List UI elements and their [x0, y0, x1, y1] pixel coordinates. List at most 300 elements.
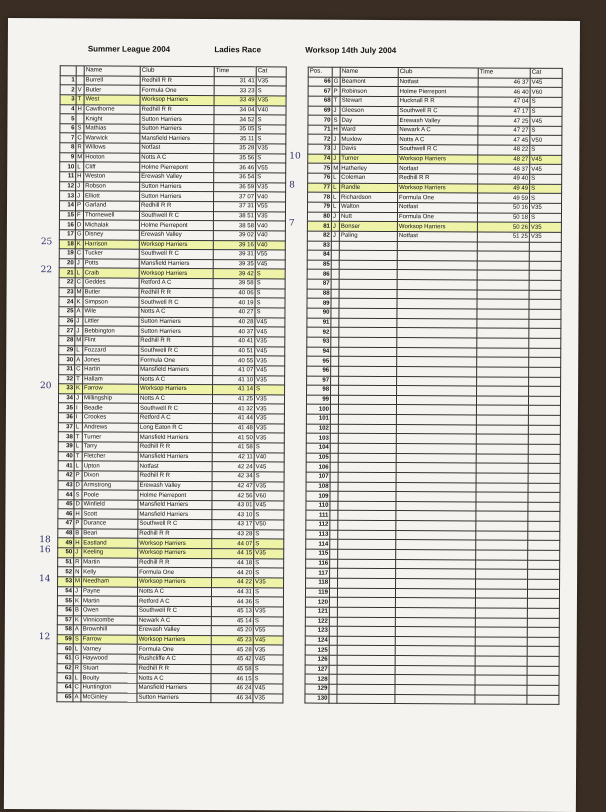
name-cell: Millingship	[82, 394, 138, 404]
club-cell	[396, 540, 476, 550]
cat-cell	[529, 338, 561, 348]
pos-cell: 56	[57, 606, 73, 616]
initial-cell: R	[73, 664, 81, 674]
pos-cell: 115	[306, 549, 330, 559]
time-cell: 47 25	[478, 116, 530, 126]
club-cell: Worksop Harriers	[138, 539, 212, 549]
time-cell: 42 47	[212, 481, 254, 491]
cat-cell	[527, 656, 559, 666]
cat-cell: S	[253, 616, 283, 626]
initial-cell: C	[75, 278, 83, 288]
name-cell: Needham	[82, 577, 138, 587]
name-cell	[339, 366, 397, 376]
time-cell: 50 18	[477, 213, 529, 223]
time-cell: 40 51	[213, 346, 255, 356]
name-cell	[338, 511, 396, 521]
time-cell	[476, 473, 528, 483]
pos-cell: 86	[307, 270, 331, 280]
pos-cell: 113	[306, 530, 330, 540]
pos-cell: 68	[308, 96, 332, 106]
pos-cell: 64	[57, 683, 73, 693]
club-cell: Redhill R R	[138, 442, 212, 452]
name-cell: Beadle	[82, 403, 138, 413]
club-cell: Southwell R C	[137, 606, 211, 616]
club-cell: Worksop Harriers	[397, 222, 477, 232]
club-cell	[397, 280, 477, 290]
pos-cell: 112	[306, 520, 330, 530]
cat-cell	[528, 463, 560, 473]
initial-cell	[330, 511, 338, 521]
name-cell: Farrow	[83, 384, 139, 394]
time-cell	[475, 675, 527, 685]
cat-cell	[528, 454, 560, 464]
pos-cell: 14	[59, 201, 75, 211]
cat-cell: S	[254, 472, 284, 482]
name-cell	[338, 520, 396, 530]
club-cell: Erewash Valley	[140, 172, 214, 182]
pos-cell: 118	[306, 578, 330, 588]
initial-cell: S	[332, 115, 340, 125]
initial-cell	[330, 395, 338, 405]
club-cell: Sutton Harriers	[140, 114, 214, 124]
initial-cell: J	[75, 317, 83, 327]
time-cell	[476, 396, 528, 406]
pos-cell: 19	[59, 249, 75, 259]
cat-cell: V45	[254, 462, 284, 472]
cat-cell: V35	[529, 232, 561, 242]
pos-cell: 31	[59, 365, 75, 375]
club-cell	[397, 289, 477, 299]
initial-cell: C	[75, 365, 83, 375]
club-cell: Redhill R R	[138, 529, 212, 539]
pos-cell: 110	[306, 501, 330, 511]
time-cell	[477, 376, 529, 386]
cat-cell: V50	[254, 520, 284, 530]
time-cell	[477, 357, 529, 367]
name-cell: Martin	[81, 596, 137, 606]
club-cell: Notfast	[140, 143, 214, 153]
pos-cell: 30	[59, 355, 75, 365]
pos-cell: 96	[307, 366, 331, 376]
cat-cell	[528, 579, 560, 589]
cat-cell	[529, 261, 561, 271]
initial-cell	[331, 279, 339, 289]
pos-cell: 98	[307, 385, 331, 395]
name-cell: Varney	[81, 644, 137, 654]
name-cell	[339, 260, 397, 270]
club-cell: Notts A C	[137, 587, 211, 597]
name-cell	[337, 617, 395, 627]
name-cell: Mathias	[84, 124, 140, 134]
cat-cell	[529, 329, 561, 339]
pos-cell: 104	[306, 443, 330, 453]
club-cell	[396, 472, 476, 482]
time-cell: 41 44	[212, 414, 254, 424]
cat-cell: V40	[255, 231, 285, 241]
club-cell: Notfast	[397, 203, 477, 213]
name-cell: Elliott	[84, 191, 140, 201]
pos-cell: 72	[308, 135, 332, 145]
pos-cell: 101	[306, 414, 330, 424]
initial-cell: G	[333, 78, 339, 85]
pos-cell: 114	[306, 539, 330, 549]
name-cell: Bonser	[339, 221, 397, 231]
pos-cell: 2	[60, 85, 76, 95]
name-cell	[338, 472, 396, 482]
name-cell	[339, 241, 397, 251]
club-cell	[395, 646, 475, 656]
time-cell: 41 14	[213, 385, 255, 395]
pos-cell: 59	[57, 635, 73, 645]
cat-cell	[529, 280, 561, 290]
name-cell: Durance	[82, 519, 138, 529]
initial-cell	[330, 453, 338, 463]
cat-cell: S	[254, 568, 284, 578]
pos-cell: 50	[58, 548, 74, 558]
initial-cell	[329, 636, 337, 646]
initial-cell	[76, 114, 84, 124]
initial-cell: H	[76, 172, 84, 182]
time-cell	[476, 454, 528, 464]
initial-cell: J	[76, 191, 84, 201]
cat-cell: V60	[254, 491, 284, 501]
time-cell	[475, 608, 527, 618]
initial-cell: N	[74, 567, 82, 577]
cat-cell	[528, 425, 560, 435]
pos-cell: 5	[60, 114, 76, 124]
pos-cell: 84	[307, 250, 331, 260]
time-cell: 43 28	[212, 529, 254, 539]
initial-cell	[331, 270, 339, 280]
results-table-left	[56, 65, 286, 703]
name-cell: Disney	[83, 230, 139, 240]
name-cell	[337, 626, 395, 636]
name-cell: Garland	[83, 201, 139, 211]
time-cell	[475, 637, 527, 647]
name-cell: Andrews	[82, 423, 138, 433]
cat-cell: V45	[530, 116, 562, 126]
club-cell	[396, 453, 476, 463]
time-cell	[476, 483, 528, 493]
name-cell: Hooton	[84, 153, 140, 163]
initial-cell	[329, 655, 337, 665]
time-cell: 40 37	[213, 327, 255, 337]
club-cell	[396, 511, 476, 521]
club-cell	[397, 299, 477, 309]
time-cell: 45 20	[211, 626, 253, 636]
cat-cell	[528, 502, 560, 512]
time-cell: 35 11	[214, 134, 256, 144]
initial-cell: A	[75, 307, 83, 317]
time-cell: 44 07	[212, 539, 254, 549]
time-cell: 43 17	[212, 520, 254, 530]
pos-cell: 32	[59, 374, 75, 384]
name-cell: Winfield	[82, 500, 138, 510]
pos-cell: 100	[306, 404, 330, 414]
initial-cell	[329, 626, 337, 636]
pos-cell: 58	[57, 625, 73, 635]
cat-cell	[527, 598, 559, 608]
name-cell: Kelly	[82, 567, 138, 577]
cat-cell: S	[256, 173, 286, 183]
initial-cell: B	[74, 529, 82, 539]
pos-cell: 127	[305, 665, 329, 675]
pos-cell: 116	[306, 559, 330, 569]
initial-cell	[331, 327, 339, 337]
col-time: Time	[478, 68, 530, 78]
results-table-right	[304, 67, 562, 706]
table-row	[57, 692, 283, 703]
pos-cell: 51	[58, 557, 74, 567]
club-cell: Southwell R C	[138, 404, 212, 414]
pos-cell: 38	[58, 432, 74, 442]
initial-cell: D	[74, 500, 82, 510]
club-cell: Redhill R R	[137, 664, 211, 674]
club-cell: Erewash Valley	[137, 625, 211, 635]
cat-cell	[528, 570, 560, 580]
club-cell: Southwell R C	[139, 211, 213, 221]
pos-cell: 40	[58, 451, 74, 461]
club-cell	[397, 357, 477, 367]
club-cell	[397, 318, 477, 328]
pos-cell: 36	[58, 413, 74, 423]
club-cell	[396, 492, 476, 502]
race-title: Ladies Race	[214, 45, 262, 55]
name-cell: Paling	[339, 231, 397, 241]
name-cell: Butler	[84, 85, 140, 95]
time-cell	[477, 328, 529, 338]
pos-cell: 1	[60, 75, 76, 85]
time-cell	[477, 348, 529, 358]
initial-cell	[329, 646, 337, 656]
pos-cell: 79	[307, 202, 331, 212]
name-cell: Butler	[83, 288, 139, 298]
pos-cell: 121	[305, 607, 329, 617]
pos-cell: 88	[307, 289, 331, 299]
club-cell: Redhill R R	[139, 201, 213, 211]
club-cell: Erewash Valley	[139, 230, 213, 240]
time-cell: 46 15	[211, 674, 253, 684]
time-cell: 34 04	[214, 105, 256, 115]
cat-cell: V35	[253, 645, 283, 655]
cat-cell	[529, 367, 561, 377]
time-cell	[477, 367, 529, 377]
time-cell: 40 19	[213, 298, 255, 308]
cat-cell	[527, 676, 559, 686]
name-cell: Muxlow	[340, 135, 398, 145]
pos-cell: 77	[308, 183, 332, 193]
name-cell	[337, 588, 395, 598]
name-cell	[339, 279, 397, 289]
name-cell: Tarry	[82, 442, 138, 452]
table-row	[305, 694, 559, 705]
initial-cell: T	[75, 374, 83, 384]
initial-cell	[331, 308, 339, 318]
col-time: Time	[214, 67, 256, 77]
cat-cell: V35	[256, 182, 286, 192]
initial-cell: K	[73, 615, 81, 625]
name-cell: Walton	[339, 202, 397, 212]
pos-cell: 54	[57, 586, 73, 596]
pos-cell: 108	[306, 482, 330, 492]
initial-cell	[330, 549, 338, 559]
club-cell	[396, 424, 476, 434]
pos-cell: 123	[305, 626, 329, 636]
cat-cell: S	[256, 134, 286, 144]
cat-cell	[528, 444, 560, 454]
cat-cell	[527, 666, 559, 676]
initial-cell	[331, 299, 339, 309]
pos-cell: 35	[58, 403, 74, 413]
pos-cell: 97	[307, 376, 331, 386]
pos-cell: 83	[307, 241, 331, 251]
initial-cell: G	[76, 231, 82, 238]
cat-cell: V40	[255, 240, 285, 250]
handwritten-points: 16	[39, 545, 51, 556]
initial-cell	[330, 462, 338, 472]
initial-cell: C	[75, 249, 83, 259]
cat-cell	[528, 483, 560, 493]
name-cell: Eastland	[82, 538, 138, 548]
name-cell: Boulty	[81, 673, 137, 683]
name-cell: Robson	[84, 182, 140, 192]
club-cell: Notts A C	[139, 375, 213, 385]
club-cell: Notfast	[138, 461, 212, 471]
pos-cell: 28	[59, 336, 75, 346]
club-cell	[395, 598, 475, 608]
pos-cell: 128	[305, 674, 329, 684]
name-cell	[337, 684, 395, 694]
cat-cell	[528, 435, 560, 445]
name-cell: Fozzard	[83, 345, 139, 355]
name-cell	[337, 665, 395, 675]
club-cell: Worksop Harriers	[137, 635, 211, 645]
cat-cell	[529, 300, 561, 310]
time-cell: 36 59	[214, 182, 256, 192]
name-cell: Robinson	[340, 87, 398, 97]
name-cell	[339, 347, 397, 357]
initial-cell: H	[76, 104, 84, 114]
time-cell	[477, 280, 529, 290]
pos-cell: 11	[60, 172, 76, 182]
cat-cell	[527, 608, 559, 618]
handwritten-points: 22	[40, 265, 53, 276]
pos-cell: 48	[58, 529, 74, 539]
time-cell	[476, 502, 528, 512]
pos-cell: 73	[308, 144, 332, 154]
pos-cell: 99	[306, 395, 330, 405]
cat-cell: V35	[529, 203, 561, 213]
time-cell: 41 58	[212, 443, 254, 453]
cat-cell	[529, 309, 561, 319]
col-initial	[76, 66, 84, 76]
initial-cell: S	[73, 635, 81, 645]
pos-cell: 41	[58, 461, 74, 471]
initial-cell	[330, 520, 338, 530]
club-cell: Sutton Harriers	[137, 693, 211, 703]
time-cell: 51 25	[477, 232, 529, 242]
cat-cell: V35	[255, 375, 285, 385]
initial-cell: K	[75, 384, 83, 394]
pos-cell: 87	[307, 279, 331, 289]
time-cell	[476, 521, 528, 531]
time-cell: 49 59	[478, 193, 530, 203]
name-cell: Flint	[83, 336, 139, 346]
club-cell: Erewash Valley	[398, 116, 478, 126]
initial-cell: A	[73, 625, 81, 635]
pos-cell: 60	[57, 644, 73, 654]
time-cell: 35 05	[214, 124, 256, 134]
initial-cell	[329, 617, 337, 627]
club-cell	[395, 694, 475, 704]
pos-cell: 10	[60, 162, 76, 172]
time-cell: 48 27	[478, 155, 530, 165]
name-cell	[338, 530, 396, 540]
name-cell: Harrison	[83, 239, 139, 249]
club-cell	[395, 675, 475, 685]
club-cell: Redhill R R	[140, 105, 214, 115]
time-cell	[475, 598, 527, 608]
name-cell	[337, 675, 395, 685]
time-cell: 42 56	[212, 491, 254, 501]
initial-cell: H	[332, 125, 340, 135]
time-cell: 40 27	[213, 308, 255, 318]
handwritten-points: 25	[40, 237, 53, 248]
club-cell	[396, 501, 476, 511]
cat-cell: V35	[256, 76, 286, 86]
initial-cell: K	[73, 596, 81, 606]
initial-cell: L	[74, 461, 82, 471]
name-cell	[339, 270, 397, 280]
club-cell	[397, 347, 477, 357]
initial-cell: J	[75, 326, 83, 336]
initial-cell: K	[75, 297, 83, 307]
handwritten-points: 18	[39, 535, 51, 546]
pos-cell: 107	[306, 472, 330, 482]
initial-cell: L	[74, 423, 82, 433]
cat-cell: V45	[254, 501, 284, 511]
initial-cell	[330, 501, 338, 511]
cat-cell: S	[255, 385, 285, 395]
name-cell	[339, 385, 397, 395]
time-cell	[476, 492, 528, 502]
name-cell: Geddes	[83, 278, 139, 288]
time-cell: 38 58	[213, 221, 255, 231]
time-cell: 39 16	[213, 240, 255, 250]
initial-cell: H	[74, 538, 82, 548]
club-cell: Notts A C	[137, 674, 211, 684]
time-cell: 41 25	[212, 394, 254, 404]
time-cell: 50 26	[477, 222, 529, 232]
pos-cell: 94	[307, 347, 331, 357]
club-cell: Holme Pierrepont	[138, 490, 212, 500]
club-cell	[397, 309, 477, 319]
club-cell	[397, 260, 477, 270]
initial-cell: T	[76, 95, 84, 105]
pos-cell: 81	[307, 221, 331, 231]
name-cell: Ward	[340, 125, 398, 135]
cat-cell: S	[256, 86, 286, 96]
time-cell: 39 35	[213, 259, 255, 269]
name-cell	[337, 655, 395, 665]
club-cell: Southwell R C	[138, 519, 212, 529]
time-cell	[476, 425, 528, 435]
time-cell	[476, 511, 528, 521]
club-cell: Retford A C	[139, 278, 213, 288]
club-cell: Notfast	[397, 231, 477, 241]
time-cell: 45 42	[211, 655, 253, 665]
club-cell: Long Eaton R C	[138, 423, 212, 433]
